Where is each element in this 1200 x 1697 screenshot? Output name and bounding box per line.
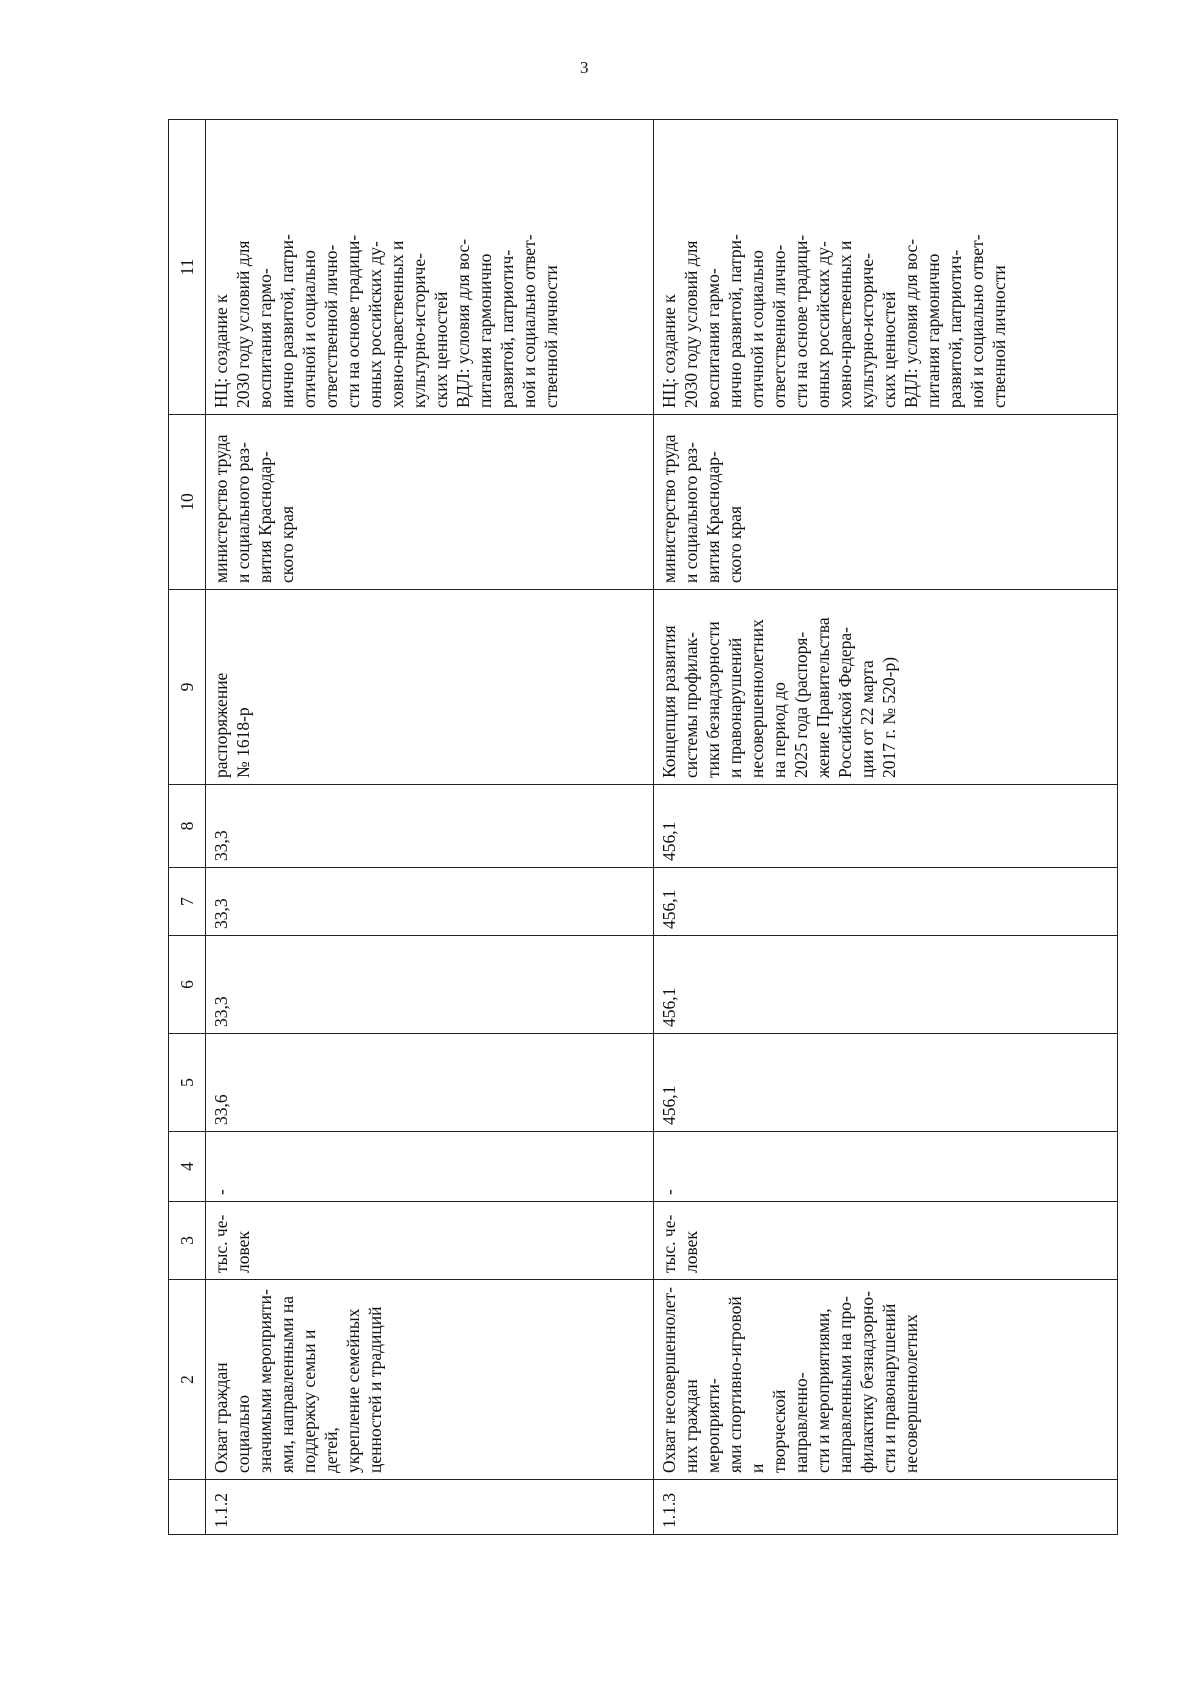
- responsible-body: министерство труда и социального раз- вития Краснодар- ского края: [654, 415, 1118, 590]
- value-col-7: 33,3: [206, 868, 654, 936]
- indicators-table: [168, 119, 1118, 1535]
- row-code: 1.1.3: [654, 1480, 1118, 1535]
- value-col-7: 456,1: [654, 868, 1118, 936]
- value-col-4: -: [206, 1132, 654, 1202]
- basis-document: распоряжение № 1618-р: [206, 590, 654, 785]
- value-col-4: -: [654, 1132, 1118, 1202]
- indicator-name: Охват несовершеннолет- них граждан мероприяти- ями спортивно-игровой и творческой направленно- сти и мероприятиями, направленными на про- филактику безнадзорно- сти и правонарушений несовершеннолетних: [654, 1280, 1118, 1480]
- basis-document: Концепция развития системы профилак- тики безнадзорности и правонарушений несовершеннолетних на период до 2025 года (распоря- жение Правительства Российской Федера- ции от 22 марта 2017 г. № 520-р): [654, 590, 1118, 785]
- value-col-8: 33,3: [206, 785, 654, 868]
- indicator-name: Охват граждан социально значимыми мероприяти- ями, направленными на поддержку семьи и детей, укрепление семейных ценностей и традиций: [206, 1280, 654, 1480]
- value-col-8: 456,1: [654, 785, 1118, 868]
- rotated-table-wrapper: [168, 120, 1200, 1528]
- header-col-7: 7: [169, 868, 206, 936]
- header-col-8: 8: [169, 785, 206, 868]
- header-col-5: 5: [169, 1034, 206, 1132]
- header-col-2: 2: [169, 1280, 206, 1480]
- unit: тыс. че- ловек: [654, 1202, 1118, 1280]
- value-col-6: 33,3: [206, 936, 654, 1034]
- responsible-body: министерство труда и социального раз- вития Краснодар- ского края: [206, 415, 654, 590]
- row-code: 1.1.2: [206, 1480, 654, 1535]
- value-col-6: 456,1: [654, 936, 1118, 1034]
- table-row: [654, 120, 1118, 1535]
- unit: тыс. че- ловек: [206, 1202, 654, 1280]
- header-col-4: 4: [169, 1132, 206, 1202]
- national-goals: НЦ: создание к 2030 году условий для воспитания гармо- нично развитой, патри- отичной и социально ответственной лично- сти на основе традици- онных российских ду- ховно-нравственных и культурно-историче- ских ценностей ВДЛ: условия для вос- питания гармонично развитой, патриотич- ной и социально ответ- ственной личности: [206, 120, 654, 415]
- page-number: 3: [580, 58, 589, 77]
- header-col-9: 9: [169, 590, 206, 785]
- rotated-table-container: [168, 120, 1118, 1535]
- value-col-5: 33,6: [206, 1034, 654, 1132]
- header-col-3: 3: [169, 1202, 206, 1280]
- header-row: [169, 120, 206, 1535]
- header-col-10: 10: [169, 415, 206, 590]
- national-goals: НЦ: создание к 2030 году условий для воспитания гармо- нично развитой, патри- отичной и социально ответственной лично- сти на основе традици- онных российских ду- ховно-нравственных и культурно-историче- ских ценностей ВДЛ: условия для вос- питания гармонично развитой, патриотич- ной и социально ответ- ственной личности: [654, 120, 1118, 415]
- table-row: [206, 120, 654, 1535]
- header-col-1: [169, 1480, 206, 1535]
- header-col-6: 6: [169, 936, 206, 1034]
- header-col-11: 11: [169, 120, 206, 415]
- value-col-5: 456,1: [654, 1034, 1118, 1132]
